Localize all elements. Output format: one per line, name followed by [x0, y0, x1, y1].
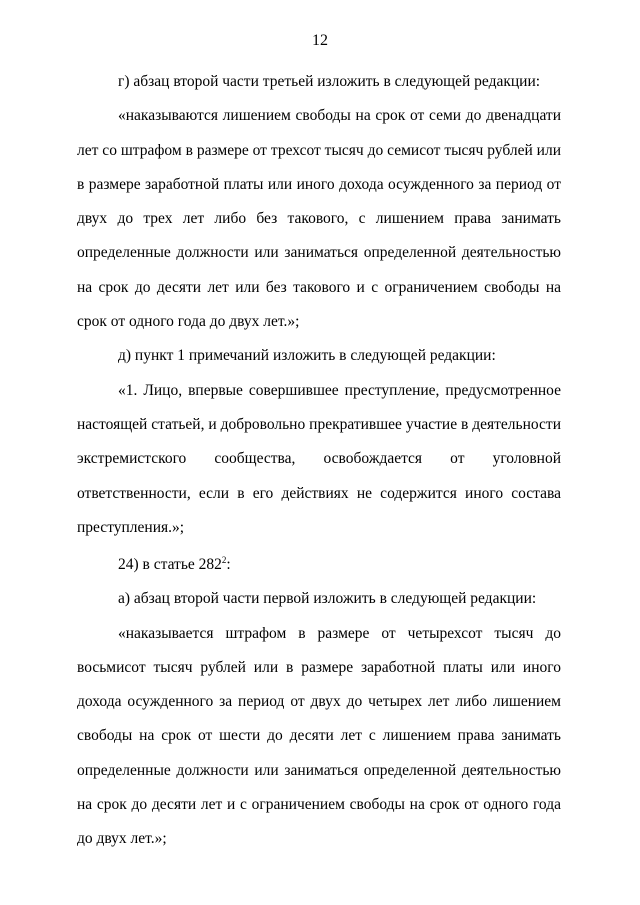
article-ref-colon: : [226, 556, 231, 573]
article-ref-superscript: 2 [221, 555, 227, 565]
text-block-top [77, 65, 561, 545]
page-number: 12 [312, 32, 328, 49]
paragraph-quote-sanction-1: «наказываются лишением свободы на срок от семи до двенадцати лет со штрафом в размере от трехсот тысяч до семисот тысяч рублей или в размере заработной платы или иного дохода осужденного за период от двух до трех лет либо без такового, с лишением права занимать определенные должности или заниматься определенной деятельностью на срок до десяти лет или без такового и с ограничением свободы на срок от одного года до двух лет.»; [77, 107, 561, 331]
paragraph-item-g: г) абзац второй части третьей изложить в следующей редакции: [118, 73, 541, 90]
paragraph-note-1-end: преступления.»; [77, 518, 185, 536]
paragraph-item-24 [77, 548, 561, 582]
paragraph-item-d: д) пункт 1 примечаний изложить в следующей редакции: [118, 347, 496, 365]
paragraph-item-a: а) абзац второй части первой изложить в следующей редакции: [118, 590, 537, 608]
article-ref-text: 24) в статье 282 [118, 556, 222, 573]
text-block-bottom [77, 548, 561, 857]
paragraph-quote-sanction-2: «наказывается штрафом в размере от четырехсот тысяч до восьмисот тысяч рублей или в размере заработной платы или иного дохода осужденного за период от двух до четырех лет либо лишением свободы на срок от шести до десяти лет с лишением права занимать определенные должности или заниматься определенной деятельностью на срок до десяти лет и с ограничением свободы на срок от одного года до двух лет.»; [77, 624, 561, 848]
paragraph-note-1: «1. Лицо, впервые совершившее преступление, предусмотренное настоящей статьей, и добровольно прекратившее участие в деятельности экстремистского сообщества, освобождается от уголовной ответственности, если в его действиях не содержится иного состава [77, 381, 561, 502]
